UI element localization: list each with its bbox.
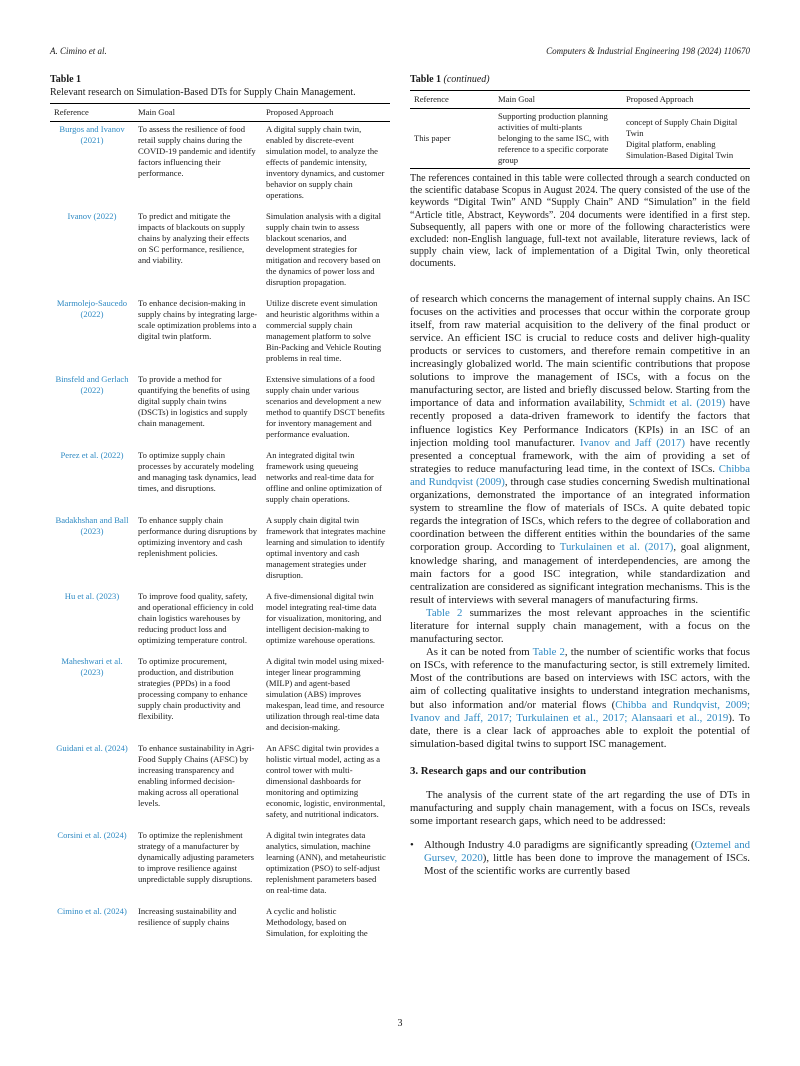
table-footnote: The references contained in this table were collected through a search conducted on the scientific database Scopus in August 2024. The query consisted of the use of the keywords “Digital Twin” AND “Supply Chain” AND “Simulation” in the field “Article title, Abstract, Keywords”. 204 documents were identified in a first step. Subsequently, all papers with one or more of the following characteristics were excluded: non-English language, full-text not available, literature reviews, lack of supply chain view, lack of implementation of a Digital Twin, only theoretical documents. bbox=[410, 173, 750, 270]
main-goal-cell: To enhance sustainability in Agri-Food Supply Chains (AFSC) by increasing transparency and enabling informed decision-making across all operational levels. bbox=[138, 743, 255, 808]
running-header-authors: A. Cimino et al. bbox=[50, 46, 107, 56]
table-row bbox=[50, 589, 390, 654]
col-header-main-goal: Main Goal bbox=[494, 91, 622, 109]
table-link[interactable]: Table 2 bbox=[426, 606, 463, 619]
reference-link[interactable]: Ivanov (2022) bbox=[67, 211, 117, 221]
table-caption: Relevant research on Simulation-Based DTs for Supply Chain Management. bbox=[50, 87, 356, 98]
table-row bbox=[50, 904, 390, 941]
text-run: ). To date, there is a clear lack of approaches able to exploit the potential of simulation-based digital twins to support ISC management. bbox=[410, 711, 750, 750]
approach-cell: A five-dimensional digital twin model integrating real-time data for visualization, monitoring, and intelligent decision-making to optimize warehouse operations. bbox=[266, 591, 382, 645]
main-goal-cell: To optimize supply chain processes by accurately modeling and managing task dynamics, lead times, and disruptions. bbox=[138, 450, 257, 493]
reference-link[interactable]: Burgos and Ivanov (2021) bbox=[59, 124, 125, 145]
citation-link[interactable]: Chibba and Rundqvist (2009) bbox=[410, 462, 750, 488]
text-run: have recently presented a conceptual framework, with the aim of providing a set of strategies to reduce manufacturing lead time, in the context of ISCs. bbox=[410, 436, 750, 475]
section-heading: 3. Research gaps and our contribution bbox=[410, 764, 586, 777]
reference-cell: This paper bbox=[414, 133, 451, 143]
left-column bbox=[50, 74, 390, 941]
table-header-row bbox=[410, 91, 750, 109]
approach-cell: concept of Supply Chain Digital Twin Digital platform, enabling Simulation-Based Digital Twin bbox=[626, 116, 738, 160]
main-goal-cell: Increasing sustainability and resilience of supply chains bbox=[138, 906, 237, 927]
text-run: of research which concerns the management of internal supply chains. An ISC focuses on the activities and processes that occur within the corporate group itself, from raw material acquisition to the delivery of the final product or service. An efficient ISC is crucial to reduce costs and deliver high-quality products or services to customers, and therefore remain competitive in an increasingly globalized world. The main scientific contributions that propose solutions to improve the management of ISCs, with a focus on the manufacturing sector, are listed and briefly discussed below. Starting from the importance of data and information availability, bbox=[410, 292, 750, 410]
body-paragraph bbox=[410, 607, 750, 646]
body-paragraph: The analysis of the current state of the art regarding the use of DTs in manufacturing and supply chain management, with a focus on ISCs, reveals some important research gaps, which need to be addressed: bbox=[410, 788, 750, 828]
table-row bbox=[50, 741, 390, 828]
col-header-reference: Reference bbox=[50, 104, 134, 122]
main-goal-cell: To predict and mitigate the impacts of blackouts on supply chains by analyzing their effects on SC performance, resilience, and viability. bbox=[138, 211, 250, 265]
approach-cell: An integrated digital twin framework using queueing networks and real-time data for offline and online optimization of supply chain operations. bbox=[266, 450, 382, 504]
approach-cell: Utilize discrete event simulation and heuristic algorithms within a commercial supply chain management platform to solve Bin-Packing and Vehicle Routing problems in real time. bbox=[266, 298, 382, 363]
text-run: , the number of scientific works that focus on ISCs, with reference to the manufacturing sector, is still extremely limited. Most of the contributions are based on interviews with ISC actors, with the aim of collecting qualitative insights to understand integration mechanisms, but also information and/or material flows ( bbox=[410, 646, 750, 711]
table-link[interactable]: Table 2 bbox=[532, 646, 565, 659]
main-goal-cell: To provide a method for quantifying the benefits of using digital supply chain twins (DSCTs) in logistics and supply chain management. bbox=[138, 374, 250, 428]
reference-link[interactable]: Badakhshan and Ball (2023) bbox=[55, 515, 129, 536]
text-run: As it can be noted from bbox=[426, 646, 533, 659]
main-goal-cell: To enhance supply chain performance during disruptions by optimizing inventory and cash replenishment policies. bbox=[138, 515, 258, 558]
bullet-dot-icon: • bbox=[410, 839, 414, 852]
citation-link[interactable]: Chibba and Rundqvist, 2009; Ivanov and Jaff, 2017; Turkulainen et al., 2017; Alansaari et al., 2019 bbox=[410, 698, 750, 724]
reference-link[interactable]: Guidani et al. (2024) bbox=[56, 743, 128, 753]
right-column bbox=[410, 74, 750, 878]
approach-cell: An AFSC digital twin provides a holistic virtual model, acting as a control tower with multi-dimensional dashboards for monitoring and optimizing economic, logistic, environmental, safety, and nutritional indicators. bbox=[266, 743, 386, 819]
table-row bbox=[410, 109, 750, 169]
text-run: have recently proposed a data-driven framework to identify the factors that influence logistics Key Performance Indicators (KPIs) in an ISC of an injection molding tool manufacturer. bbox=[410, 397, 750, 449]
approach-cell: A digital supply chain twin, enabled by discrete-event simulation model, to analyze the effects of pandemic intensity, inventory dynamics, and customer behavior on supply chain operations. bbox=[266, 124, 385, 200]
col-header-reference: Reference bbox=[410, 91, 494, 109]
reference-link[interactable]: Corsini et al. (2024) bbox=[57, 830, 127, 840]
table-header-row bbox=[50, 104, 390, 122]
reference-link[interactable]: Marmolejo-Saucedo (2022) bbox=[56, 298, 128, 319]
table-continued-label bbox=[410, 74, 750, 86]
approach-cell: A supply chain digital twin framework that integrates machine learning and simulation to identify optimal inventory and cash management strategies under disruption. bbox=[266, 515, 386, 580]
reference-link[interactable]: Maheshwari et al. (2023) bbox=[61, 656, 123, 677]
reference-link[interactable]: Hu et al. (2023) bbox=[64, 591, 120, 601]
table-row bbox=[50, 654, 390, 741]
references-table bbox=[50, 103, 390, 941]
main-goal-cell: To improve food quality, safety, and operational efficiency in cold chain logistics warehouses by reducing product loss and optimizing temperature control. bbox=[138, 591, 254, 645]
bullet-text bbox=[424, 839, 750, 878]
col-header-proposed-approach: Proposed Approach bbox=[622, 91, 750, 109]
bullet-item bbox=[410, 839, 750, 878]
reference-link[interactable]: Perez et al. (2022) bbox=[60, 450, 124, 460]
table-row bbox=[50, 828, 390, 904]
table-row bbox=[50, 372, 390, 448]
approach-cell: Extensive simulations of a food supply chain under various scenarios and development a new method to quantify DSCT benefits for inventory management and performance evaluation. bbox=[266, 374, 385, 439]
text-run: , goal alignment, knowledge sharing, and management of interdependencies, are among the main factors for a good ISC integration, while standardization and centralization are considered as significant integration mechanisms. This is the result of interviews with several managers of manufacturing firms. bbox=[410, 541, 750, 606]
table-row bbox=[50, 209, 390, 296]
table-row bbox=[50, 296, 390, 372]
col-header-main-goal: Main Goal bbox=[134, 104, 262, 122]
citation-link[interactable]: Ivanov and Jaff (2017) bbox=[579, 436, 685, 449]
text-run: , through case studies concerning Swedish multinational organizations, demonstrated the importance of an integrated information system to streamline the flow of materials of ISCs. A quite debated topic regards the integration of ISCs, which refers to the degree of collaboration and coordination between the different entities within the boundaries of the same corporation group. According to bbox=[410, 475, 750, 554]
table-row bbox=[50, 513, 390, 589]
citation-link[interactable]: Schmidt et al. (2019) bbox=[628, 397, 726, 410]
approach-cell: Simulation analysis with a digital supply chain twin to assess blackout scenarios, and development strategies for mitigation and recovery based on the dynamics of power loss and disruption propagation. bbox=[266, 211, 382, 287]
approach-cell: A cyclic and holistic Methodology, based on Simulation, for exploiting the bbox=[266, 906, 368, 938]
main-goal-cell: To assess the resilience of food retail supply chains during the COVID-19 pandemic and identify factors influencing their performance. bbox=[138, 124, 256, 178]
main-goal-cell: To optimize the replenishment strategy of a manufacturer by dynamically adjusting parameters to improve resilience against unpredictable supply disruptions. bbox=[138, 830, 254, 884]
col-header-proposed-approach: Proposed Approach bbox=[262, 104, 390, 122]
main-goal-cell: To enhance decision-making in supply chains by integrating large-scale optimization problems into a digital twin platform. bbox=[138, 298, 258, 341]
reference-link[interactable]: Cimino et al. (2024) bbox=[57, 906, 127, 916]
body-paragraph bbox=[410, 646, 750, 751]
main-goal-cell: Supporting production planning activities of multi-plants belonging to the same ISC, with reference to a specific corporate group bbox=[498, 111, 609, 165]
citation-link[interactable]: Oztemel and Gursev, 2020 bbox=[424, 839, 750, 865]
citation-link[interactable]: Turkulainen et al. (2017) bbox=[559, 541, 674, 554]
text-run: ), little has been done to improve the management of ISCs. Most of the scientific works are currently based bbox=[424, 852, 751, 878]
table-continued-suffix: (continued) bbox=[443, 74, 490, 85]
table-row bbox=[50, 448, 390, 513]
table-label: Table 1 bbox=[410, 74, 442, 85]
page-number: 3 bbox=[397, 1018, 403, 1029]
table-label: Table 1 bbox=[50, 74, 82, 85]
table-row bbox=[50, 122, 390, 210]
reference-link[interactable]: Binsfeld and Gerlach (2022) bbox=[55, 374, 129, 395]
text-run: Although Industry 4.0 paradigms are significantly spreading ( bbox=[424, 839, 695, 852]
text-run: summarizes the most relevant approaches in the scientific literature for internal supply chain management, with a focus on the manufacturing sector. bbox=[410, 606, 751, 646]
running-header-journal: Computers & Industrial Engineering 198 (2024) 110670 bbox=[546, 46, 750, 56]
approach-cell: A digital twin integrates data analytics, simulation, machine learning (ANN), and metaheuristic optimization (PSO) to self-adjust replenishment parameters based on real-time data. bbox=[266, 830, 386, 895]
references-table-continued bbox=[410, 90, 750, 169]
approach-cell: A digital twin model using mixed-integer linear programming (MILP) and agent-based simulation (ABS) improves makespan, lead time, and resource utilization through real-time data and decision-making. bbox=[266, 656, 385, 732]
main-goal-cell: To optimize procurement, production, and distribution strategies (PPDs) in a food processing company to enhance supply chain productivity and flexibility. bbox=[138, 656, 248, 721]
body-paragraph bbox=[410, 293, 750, 607]
